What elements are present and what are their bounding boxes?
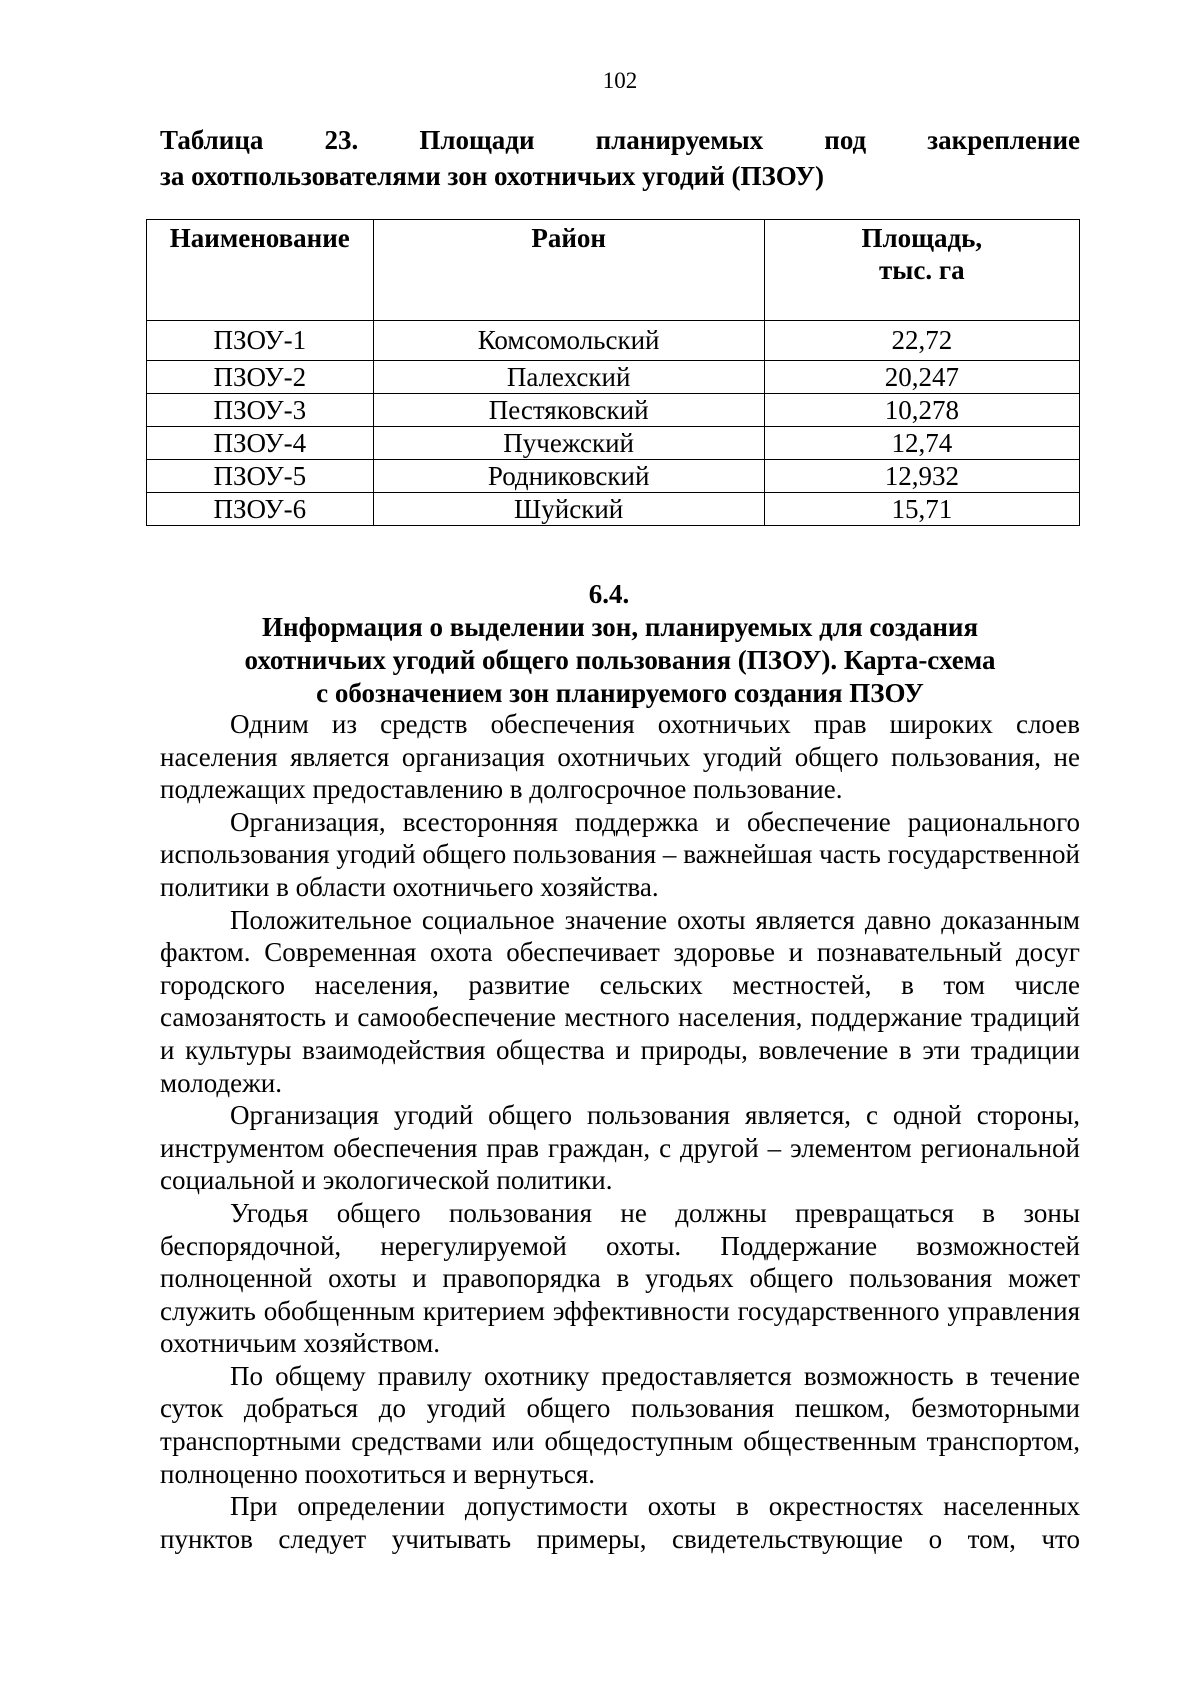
- caption-word: Площади: [419, 125, 535, 155]
- cell-area: 12,74: [764, 427, 1079, 460]
- cell-name: ПЗОУ-6: [147, 493, 374, 526]
- cell-name: ПЗОУ-3: [147, 394, 374, 427]
- table-caption-line1: [160, 122, 1080, 158]
- paragraph: При определении допустимости охоты в окрестностях населенных пунктов следует учитывать примеры, свидетельствующие о том, что: [160, 1491, 1080, 1554]
- header-name: Наименование: [147, 220, 374, 321]
- table-row: [147, 460, 1080, 493]
- paragraph: Положительное социальное значение охоты является давно доказанным фактом. Современная охота обеспечивает здоровье и познавательный досуг городского населения, развитие сельских местностей, в том числе самозанятость и самообеспечение местного населения, поддержание традиций и культуры взаимодействия общества и природы, вовлечение в эти традиции молодежи.: [160, 904, 1080, 1098]
- hunting-zones-table: [146, 219, 1080, 526]
- table-caption-line2: за охотпользователями зон охотничьих угодий (ПЗОУ): [160, 161, 825, 191]
- cell-name: ПЗОУ-2: [147, 361, 374, 394]
- cell-name: ПЗОУ-1: [147, 321, 374, 361]
- page-number: 102: [602, 68, 638, 93]
- cell-name: ПЗОУ-5: [147, 460, 374, 493]
- cell-district: Пучежский: [373, 427, 764, 460]
- header-district: Район: [373, 220, 764, 321]
- cell-name: ПЗОУ-4: [147, 427, 374, 460]
- caption-word: под: [824, 125, 867, 155]
- cell-area: 10,278: [764, 394, 1079, 427]
- paragraph: По общему правилу охотнику предоставляется возможность в течение суток добраться до угодий общего пользования пешком, безмоторными транспортными средствами или общедоступным общественным транспортом, полноценно поохотиться и вернуться.: [160, 1360, 1080, 1489]
- section-heading: [160, 578, 1080, 710]
- paragraph: Угодья общего пользования не должны превращаться в зоны беспорядочной, нерегулируемой охоты. Поддержание возможностей полноценной охоты и правопорядка в угодьях общего пользования может служить обобщенным критерием эффективности государственного управления охотничьим хозяйством.: [160, 1197, 1080, 1359]
- cell-district: Комсомольский: [373, 321, 764, 361]
- paragraph: Организация, всесторонняя поддержка и обеспечение рационального использования угодий общего пользования – важнейшая часть государственной политики в области охотничьего хозяйства.: [160, 806, 1080, 902]
- cell-district: Пестяковский: [373, 394, 764, 427]
- cell-area: 12,932: [764, 460, 1079, 493]
- header-area-line1: Площадь,: [861, 223, 983, 253]
- table-row: [147, 361, 1080, 394]
- table-row: [147, 493, 1080, 526]
- section-title-line3: с обозначением зон планируемого создания ПЗОУ: [316, 678, 924, 708]
- table-row: [147, 321, 1080, 361]
- cell-area: 22,72: [764, 321, 1079, 361]
- cell-district: Палехский: [373, 361, 764, 394]
- cell-district: Родниковский: [373, 460, 764, 493]
- caption-word: закрепление: [927, 125, 1080, 155]
- cell-area: 15,71: [764, 493, 1079, 526]
- table-caption: [160, 122, 1080, 194]
- section-heading-line1: [160, 578, 1080, 644]
- table-row: [147, 394, 1080, 427]
- section-number: 6.4.: [588, 579, 630, 609]
- paragraph: Одним из средств обеспечения охотничьих прав широких слоев населения является организация охотничьих угодий общего пользования, не подлежащих предоставлению в долгосрочное пользование.: [160, 709, 1080, 805]
- caption-word: 23.: [324, 125, 359, 155]
- section-title-line2: охотничьих угодий общего пользования (ПЗОУ). Карта-схема: [244, 645, 996, 675]
- caption-word: Таблица: [160, 125, 264, 155]
- table-row: [147, 427, 1080, 460]
- section-title-line1: Информация о выделении зон, планируемых для создания: [261, 612, 979, 642]
- cell-area: 20,247: [764, 361, 1079, 394]
- caption-word: планируемых: [595, 125, 764, 155]
- cell-district: Шуйский: [373, 493, 764, 526]
- body-text: [160, 708, 1080, 1555]
- header-area: [764, 220, 1079, 321]
- header-area-line2: тыс. га: [879, 255, 965, 285]
- table-header-row: [147, 220, 1080, 321]
- paragraph: Организация угодий общего пользования является, с одной стороны, инструментом обеспечения прав граждан, с другой – элементом региональной социальной и экологической политики.: [160, 1100, 1080, 1196]
